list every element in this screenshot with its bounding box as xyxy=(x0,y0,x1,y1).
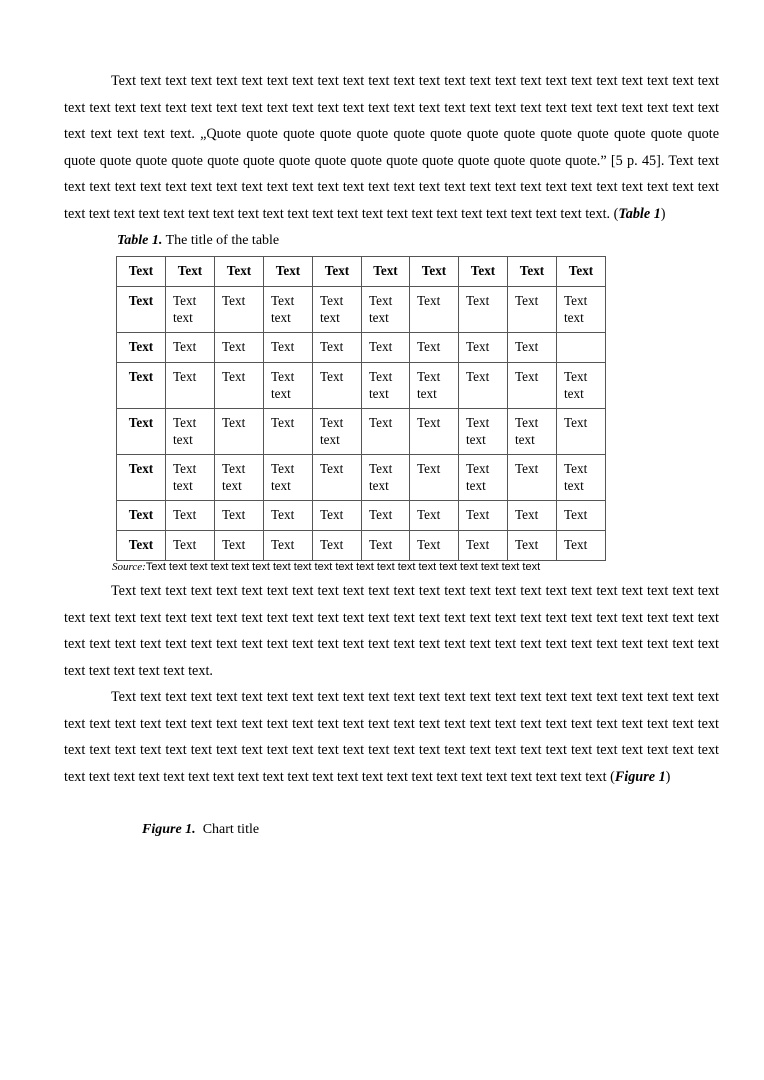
table-cell: Text xyxy=(264,409,313,455)
table-cell: Text xyxy=(410,287,459,333)
table-row xyxy=(117,531,606,561)
table-cell: Text xyxy=(557,531,606,561)
table-cell: Text xyxy=(313,333,362,363)
table-cell: Text text xyxy=(557,287,606,333)
table-cell: Text xyxy=(215,333,264,363)
table-cell: Text xyxy=(459,501,508,531)
table-cell: Text xyxy=(215,409,264,455)
table-cell: Text xyxy=(215,531,264,561)
table-row-header-cell: Text xyxy=(117,531,166,561)
table-cell: Text xyxy=(508,333,557,363)
table-cell: Text xyxy=(215,287,264,333)
table-cell: Text xyxy=(410,409,459,455)
paragraph-1: Text text text text text text text text text text text text text text text text text text text text text text text text text text text text text text text text text text text text text text text text text text text text text text text text text text text text text text text. „Quote quote quote quote quote quote quote quote quote quote quote quote quote quote quote quote quote quote quote quote quote quote quote quote quote quote quote quote quote.” [5 p. 45]. Text text text text text text text text text text text text text text text text text text text text text text text text text text text text text text text text text text text text text text text text text text text text text text text text text text. (Table 1) xyxy=(64,73,719,222)
table-caption-text: The title of the table xyxy=(165,233,280,248)
paragraph-2: Text text text text text text text text text text text text text text text text text text text text text text text text text text text text text text text text text text text text text text text text text text text text text text text text text text text text text text text text text text text text text text text text text text text text text text text text text text text text text text text text text text. xyxy=(64,583,719,679)
table-header-cell: Text xyxy=(362,257,410,287)
table-cell: Text text xyxy=(508,409,557,455)
table-row-header-cell: Text xyxy=(117,409,166,455)
table-header-cell: Text xyxy=(459,257,508,287)
table-caption-label: Table 1. xyxy=(117,233,163,248)
table-cell: Text text xyxy=(166,409,215,455)
table-cell: Text xyxy=(410,501,459,531)
table-cell: Text text xyxy=(362,455,410,501)
table-cell: Text text xyxy=(362,363,410,409)
table-caption xyxy=(117,232,279,250)
figure-caption-text: Chart title xyxy=(202,822,260,837)
table-header-cell: Text xyxy=(264,257,313,287)
table-cell: Text xyxy=(459,531,508,561)
table-cell: Text xyxy=(313,531,362,561)
table-cell: Text text xyxy=(264,287,313,333)
table-cell: Text text xyxy=(459,455,508,501)
table-cell: Text xyxy=(410,455,459,501)
table-row-header-cell: Text xyxy=(117,333,166,363)
table-row xyxy=(117,287,606,333)
table-header-cell: Text xyxy=(508,257,557,287)
table-header-cell: Text xyxy=(166,257,215,287)
table-row-header-cell: Text xyxy=(117,363,166,409)
table-cell: Text xyxy=(508,501,557,531)
table-cell: Text xyxy=(166,363,215,409)
table-cell: Text xyxy=(264,333,313,363)
table-cell: Text xyxy=(215,363,264,409)
table-cell: Text xyxy=(313,363,362,409)
table-cell: Text xyxy=(508,531,557,561)
table-cell: Text xyxy=(362,531,410,561)
table-cell: Text text xyxy=(459,409,508,455)
table-cell: Text text xyxy=(557,363,606,409)
table-cell: Text xyxy=(313,455,362,501)
table-row xyxy=(117,363,606,409)
table-cell: Text xyxy=(410,333,459,363)
table-cell: Text xyxy=(508,287,557,333)
table-cell: Text text xyxy=(166,455,215,501)
table-cell: Text xyxy=(557,409,606,455)
table-cell: Text text xyxy=(166,287,215,333)
table-header-cell: Text xyxy=(117,257,166,287)
source-text: Text text text text text text text text text text text text text text text text text text text xyxy=(145,561,541,573)
table-cell: Text xyxy=(313,501,362,531)
table-cell: Text text xyxy=(313,409,362,455)
table-cell: Text xyxy=(557,501,606,531)
table-row xyxy=(117,409,606,455)
table-cell: Text text xyxy=(313,287,362,333)
table-header-cell: Text xyxy=(557,257,606,287)
table-cell: Text xyxy=(508,363,557,409)
table-header-cell: Text xyxy=(215,257,264,287)
table-body xyxy=(117,287,606,561)
table-header-cell: Text xyxy=(410,257,459,287)
table-cell: Text xyxy=(362,409,410,455)
table-header-row xyxy=(117,257,606,287)
table-cell: Text xyxy=(166,333,215,363)
table-row xyxy=(117,455,606,501)
table-header-cell: Text xyxy=(313,257,362,287)
table-cell: Text text xyxy=(264,455,313,501)
table-cell: Text xyxy=(362,333,410,363)
table-cell: Text text xyxy=(362,287,410,333)
table-row-header-cell: Text xyxy=(117,501,166,531)
table-reference: Table 1 xyxy=(618,205,661,222)
table-cell: Text xyxy=(459,333,508,363)
table-cell: Text xyxy=(459,287,508,333)
figure-reference: Figure 1 xyxy=(614,768,666,785)
figure-caption xyxy=(142,821,259,839)
table-cell: Text xyxy=(166,531,215,561)
table-cell: Text xyxy=(362,501,410,531)
source-label: Source: xyxy=(112,561,146,573)
table-row-header-cell: Text xyxy=(117,455,166,501)
data-table xyxy=(116,256,606,561)
table-cell: Text xyxy=(264,531,313,561)
table-cell: Text text xyxy=(264,363,313,409)
table-source xyxy=(112,561,540,574)
table-cell xyxy=(557,333,606,363)
table-cell: Text xyxy=(166,501,215,531)
table-cell: Text text xyxy=(215,455,264,501)
figure-caption-label: Figure 1. xyxy=(142,822,196,837)
paragraph-3: Text text text text text text text text text text text text text text text text text text text text text text text text text text text text text text text text text text text text text text text text text text text text text text text text text text text text text text text text text text text text text text text text text text text text text text text text text text text text text text text text text text text text text text text text text text text text text text text text text text (Figure 1) xyxy=(64,689,719,785)
table-cell: Text xyxy=(459,363,508,409)
table-cell: Text xyxy=(410,531,459,561)
table-cell: Text xyxy=(215,501,264,531)
table-cell: Text xyxy=(264,501,313,531)
table-cell: Text text xyxy=(557,455,606,501)
table-row xyxy=(117,333,606,363)
table-cell: Text text xyxy=(410,363,459,409)
table-row-header-cell: Text xyxy=(117,287,166,333)
paragraph-3-text: Text text text text text text text text text text text text text text text text text text text text text text text text text text text text text text text text text text text text text text text text text text text text text text text text text text text text text text text text text text text text text text text text text text text text text text text text text text text text text text text text text text text text text text text text text text text text text text text text text text xyxy=(64,689,719,785)
table-cell: Text xyxy=(508,455,557,501)
paragraph-1-text: Text text text text text text text text text text text text text text text text text text text text text text text text text text text text text text text text text text text text text text text text text text text text text text text text text text text text text text text. „Quote quote quote quote quote quote quote quote quote quote quote quote quote quote quote quote quote quote quote quote quote quote quote quote quote quote quote quote quote.” [5 p. 45]. Text text text text text text text text text text text text text text text text text text text text text text text text text text text text text text text text text text text text text text text text text text text text text text text text text text. xyxy=(64,73,719,222)
table-row xyxy=(117,501,606,531)
